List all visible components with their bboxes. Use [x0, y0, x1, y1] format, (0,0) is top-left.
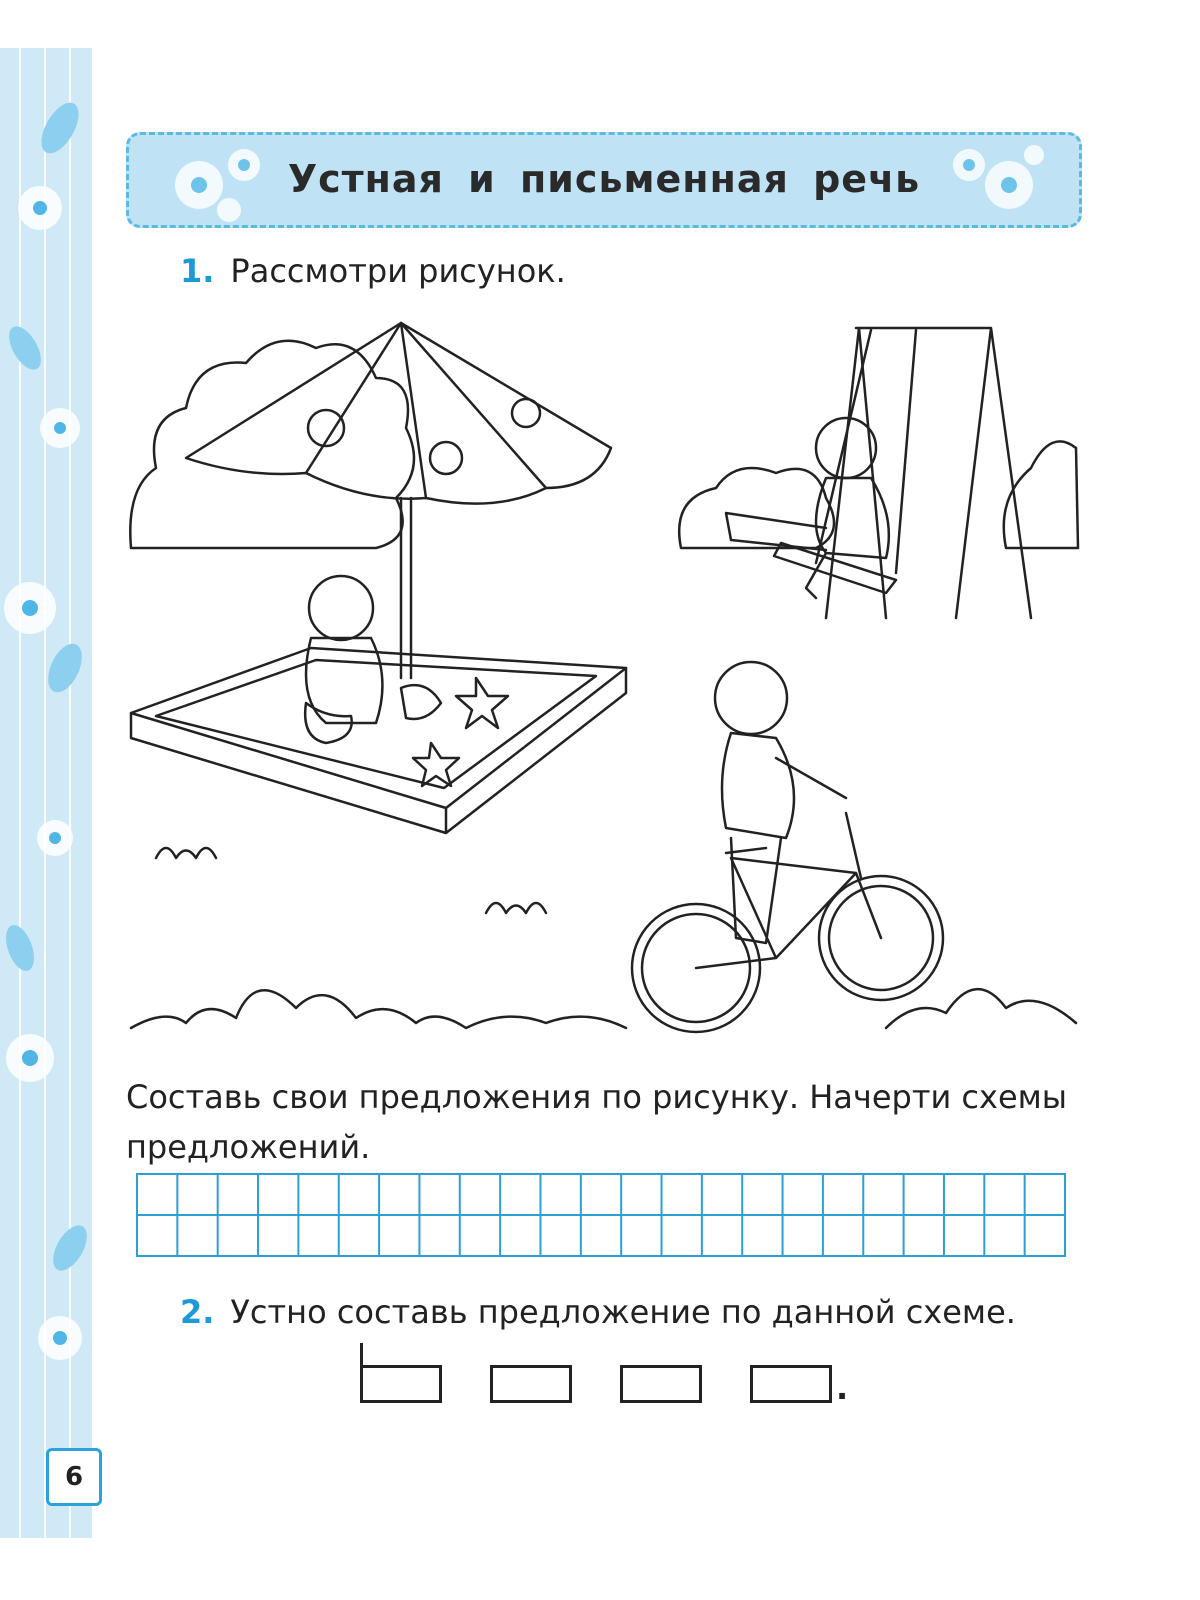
cyclist-head: [715, 662, 787, 734]
scheme-word-box-4: [750, 1365, 832, 1403]
task-1: [180, 252, 566, 290]
page-title: Устная и письменная речь: [287, 157, 921, 201]
bush-middle: [679, 468, 834, 548]
title-banner: [126, 132, 1082, 228]
sandbox-boy-head: [309, 576, 373, 640]
bicycle-frame: [696, 813, 881, 968]
task-1-text: Рассмотри рисунок.: [230, 252, 566, 290]
writing-grid[interactable]: [136, 1173, 1066, 1257]
swing-frame: [826, 328, 1031, 618]
task-2: [180, 1293, 1016, 1331]
instruction-text: Составь свои предложения по рисунку. Начерти схемы предложений.: [126, 1078, 1068, 1166]
task-2-number: 2.: [180, 1293, 215, 1331]
scheme-period: .: [836, 1369, 849, 1407]
scheme-word-box-2: [490, 1365, 572, 1403]
scheme-word-box-1: [360, 1365, 442, 1403]
grass-foreground: [131, 990, 626, 1028]
playground-illustration: [126, 318, 1080, 1038]
task-2-text: Устно составь предложение по данной схеме.: [230, 1293, 1016, 1331]
capital-letter-mark: [360, 1343, 363, 1367]
umbrella-canopy: [186, 323, 611, 504]
decorative-sidebar: [0, 48, 92, 1538]
page-number: 6: [46, 1448, 102, 1506]
swing-seat: [774, 543, 896, 593]
flower-pattern-icon: [0, 48, 92, 1538]
scheme-word-box-3: [620, 1365, 702, 1403]
task-1-number: 1.: [180, 252, 215, 290]
